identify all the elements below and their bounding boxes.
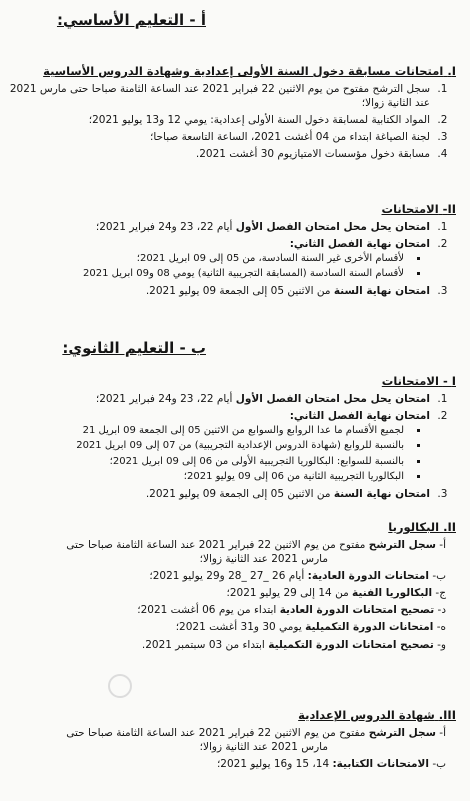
list-item bbox=[4, 538, 446, 566]
item-letter: ه- bbox=[436, 621, 446, 634]
heading-text: الامتحانات bbox=[381, 374, 439, 388]
heading-text: الامتحانات bbox=[381, 202, 439, 216]
sub-item: ▪ لأقسام الأخرى غير السنة السادسة، من 05 إلى 09 ابريل 2021؛ bbox=[4, 252, 408, 266]
item-label: امتحان نهاية السنة bbox=[333, 284, 430, 297]
item-text: ابتداء من 03 سبتمبر 2021. bbox=[141, 638, 265, 651]
heading-number: II- bbox=[442, 202, 456, 216]
item-text: أيام 22، 23 و24 فبراير 2021؛ bbox=[95, 392, 233, 405]
item-letter: ج- bbox=[435, 587, 446, 600]
bepc-list bbox=[4, 726, 464, 772]
item-label: امتحان نهاية الفصل الثاني: bbox=[289, 237, 430, 250]
item-label: تصحيح امتحانات الدورة العادية bbox=[279, 604, 435, 617]
list-item bbox=[4, 409, 434, 484]
sub-item: ▪ لجميع الأقسام ما عدا الروابع والسوابع من الاثنين 05 إلى الجمعة 09 ابريل 21 bbox=[4, 424, 408, 438]
item-label: امتحانات الدورة العادية: bbox=[307, 569, 429, 582]
item-text: 14، 15 و16 يوليو 2021؛ bbox=[216, 757, 330, 770]
scan-smudge bbox=[108, 674, 132, 698]
sub-list bbox=[4, 424, 430, 484]
item-label: امتحان نهاية الفصل الثاني: bbox=[289, 409, 430, 422]
item-label: امتحانات الدورة التكميلية bbox=[305, 621, 434, 634]
basic-exams-heading bbox=[4, 64, 456, 80]
heading-number: II. bbox=[443, 520, 456, 534]
item-label: سجل الترشح bbox=[368, 726, 436, 739]
item-continuation: مارس 2021 عند الثانية زوالا؛ bbox=[199, 552, 328, 565]
sub-item: ▪ البكالوريا التجريبية الثانية من 06 إلى 09 يوليو 2021؛ bbox=[4, 470, 408, 484]
heading-number: I - bbox=[442, 374, 456, 388]
list-item bbox=[4, 603, 446, 617]
basic-tests-heading bbox=[4, 202, 456, 218]
bac-heading bbox=[4, 520, 456, 536]
item-label: الامتحانات الكتابية: bbox=[332, 757, 429, 770]
item-text: من الاثنين 05 إلى الجمعة 09 يوليو 2021. bbox=[145, 284, 331, 297]
list-item bbox=[4, 220, 434, 234]
item-text: أيام 26 _27 _28 و29 يوليو 2021؛ bbox=[149, 569, 305, 582]
basic-tests-list bbox=[4, 220, 464, 299]
list-item bbox=[4, 392, 434, 406]
item-label: تصحيح امتحانات الدورة التكميلية bbox=[268, 638, 434, 651]
list-item: 4. مسابقة دخول مؤسسات الامتيازيوم 30 أغشت 2021. bbox=[4, 147, 434, 161]
heading-number: III. bbox=[438, 708, 456, 722]
list-item bbox=[4, 757, 446, 771]
sub-item: ▪ بالنسبة للروابع (شهادة الدروس الإعدادية التجريبية) من 07 إلى 09 ابريل 2021 bbox=[4, 439, 408, 453]
list-item: 2. المواد الكتابية لمسابقة دخول السنة الأولى إعدادية: يومي 12 و13 يوليو 2021؛ bbox=[4, 113, 434, 127]
item-letter: ب- bbox=[432, 757, 446, 770]
bac-block bbox=[4, 520, 464, 655]
list-item bbox=[4, 586, 446, 600]
item-text: ابتداء من يوم 06 أغشت 2021؛ bbox=[137, 604, 277, 617]
sub-item: ▪ لأقسام السنة السادسة (المسابقة التجريبية الثانية) يومي 08 و09 ابريل 2021 bbox=[4, 267, 408, 281]
list-item bbox=[4, 237, 434, 281]
item-letter: د- bbox=[437, 604, 446, 617]
list-item bbox=[4, 284, 434, 298]
heading-text: البكالوريا bbox=[388, 520, 440, 534]
item-label: امتحان يحل محل امتحان الفصل الأول bbox=[235, 220, 430, 233]
item-text: أيام 22، 23 و24 فبراير 2021؛ bbox=[95, 220, 233, 233]
secondary-exams-block bbox=[4, 374, 464, 504]
secondary-exams-heading bbox=[4, 374, 456, 390]
list-item bbox=[4, 620, 446, 634]
list-item bbox=[4, 638, 446, 652]
secondary-exams-list bbox=[4, 392, 464, 502]
item-label: امتحان يحل محل امتحان الفصل الأول bbox=[235, 392, 430, 405]
item-label: امتحان نهاية السنة bbox=[333, 487, 430, 500]
heading-text: امتحانات مسابقة دخول السنة الأولى إعدادية وشهادة الدروس الأساسية bbox=[43, 64, 444, 78]
bepc-block bbox=[4, 708, 464, 774]
section-title-secondary: ب - التعليم الثانوي: bbox=[62, 339, 206, 357]
bepc-heading bbox=[4, 708, 456, 724]
basic-exams-block bbox=[4, 64, 464, 164]
item-text: مفتوح من يوم الاثنين 22 فبراير 2021 عند الساعة الثامنة صباحا حتى bbox=[66, 538, 366, 551]
item-label: سجل الترشح bbox=[368, 538, 436, 551]
item-continuation: مارس 2021 عند الثانية زوالا؛ bbox=[199, 740, 328, 753]
list-item: 1. سجل الترشح مفتوح من يوم الاثنين 22 فبراير 2021 عند الساعة الثامنة صباحا حتى مارس 2021 عند الثانية زوالا؛ bbox=[4, 82, 434, 110]
item-text: من 14 إلى 29 يوليو 2021؛ bbox=[226, 587, 349, 600]
sub-item: ▪ بالنسبة للسوابع: البكالوريا التجريبية الأولى من 06 إلى 09 ابريل 2021؛ bbox=[4, 455, 408, 469]
sub-list bbox=[4, 252, 430, 281]
item-letter: أ- bbox=[439, 538, 446, 551]
heading-text: شهادة الدروس الإعدادية bbox=[298, 708, 435, 722]
item-text: مفتوح من يوم الاثنين 22 فبراير 2021 عند الساعة الثامنة صباحا حتى bbox=[66, 726, 366, 739]
list-item: 3. لجنة الصياغة ابتداء من 04 أغشت 2021، الساعة التاسعة صباحا؛ bbox=[4, 130, 434, 144]
list-item bbox=[4, 569, 446, 583]
heading-number: I. bbox=[447, 64, 456, 78]
item-label: البكالوريا الفنية bbox=[352, 587, 433, 600]
list-item bbox=[4, 726, 446, 754]
item-letter: ب- bbox=[432, 569, 446, 582]
list-item bbox=[4, 487, 434, 501]
item-letter: أ- bbox=[439, 726, 446, 739]
item-text: يومي 30 و31 أغشت 2021؛ bbox=[175, 621, 302, 634]
item-text: من الاثنين 05 إلى الجمعة 09 يوليو 2021. bbox=[145, 487, 331, 500]
basic-tests-block bbox=[4, 202, 464, 301]
bac-list bbox=[4, 538, 464, 652]
basic-exams-list bbox=[4, 82, 464, 162]
section-title-basic: أ - التعليم الأساسي: bbox=[56, 11, 206, 29]
item-letter: و- bbox=[437, 638, 446, 651]
